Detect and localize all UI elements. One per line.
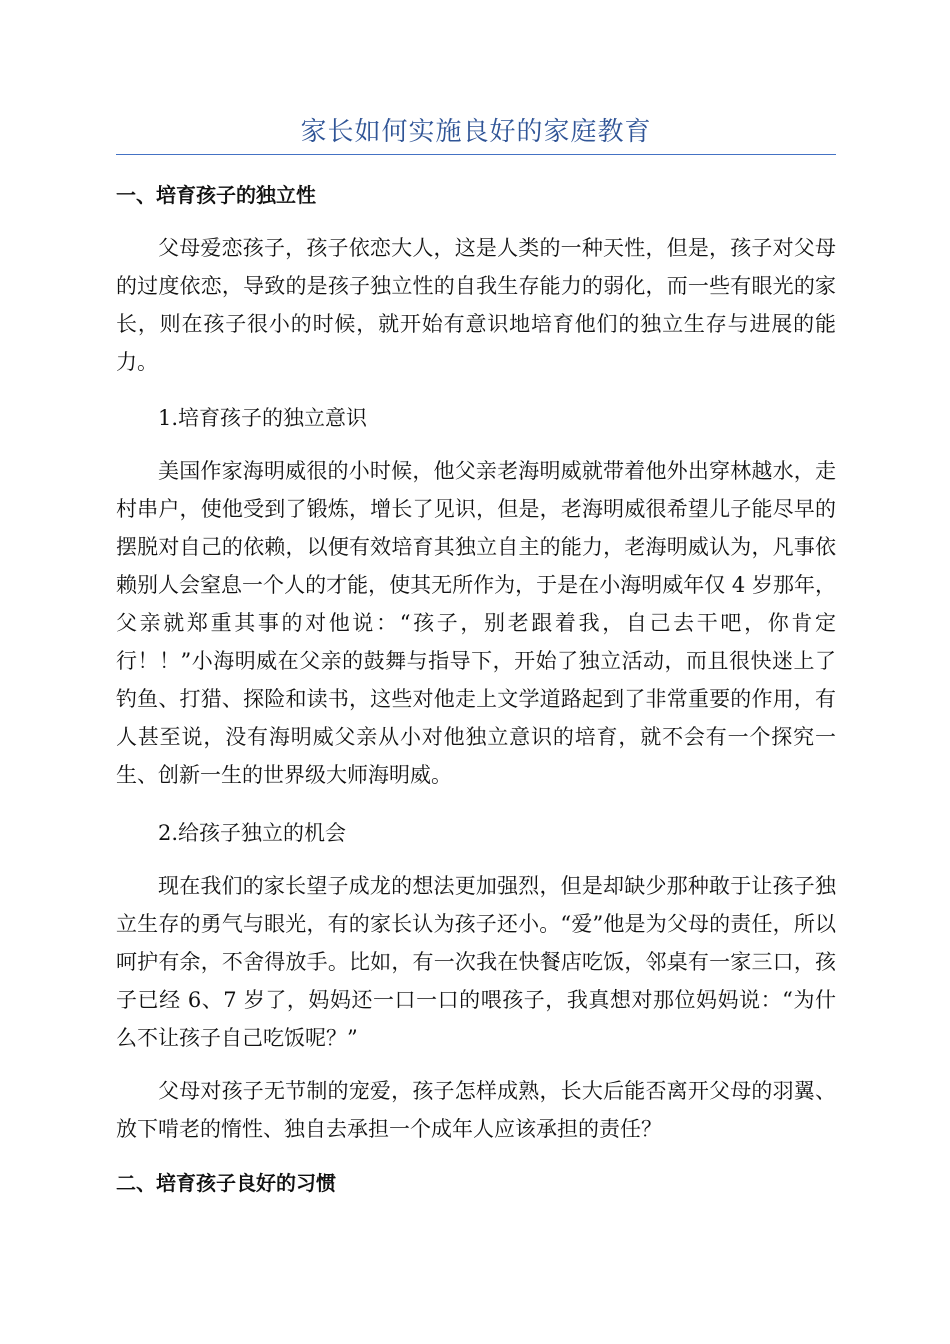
subsection-2-paragraph: 现在我们的家长望子成龙的想法更加强烈，但是却缺少那种敢于让孩子独立生存的勇气与眼光，有的家长认为孩子还小。“爱”他是为父母的责任，所以呵护有余，不舍得放手。比如，有一次我在快餐店吃饭，邻桌有一家三口，孩子已经 6、7 岁了，妈妈还一口一口的喂孩子，我真想对那位妈妈说：“为什么不让孩子自己吃饭呢？” bbox=[116, 874, 836, 1050]
section-1-intro-paragraph: 父母爱恋孩子，孩子依恋大人，这是人类的一种天性，但是，孩子对父母的过度依恋，导致的是孩子独立性的自我生存能力的弱化，而一些有眼光的家长，则在孩子很小的时候，就开始有意识地培育他们的独立生存与进展的能力。 bbox=[116, 236, 836, 374]
document-title: 家长如何实施良好的家庭教育 bbox=[300, 117, 652, 147]
subsection-heading-1: 1.培育孩子的独立意识 bbox=[158, 406, 368, 430]
subsection-1-paragraph: 美国作家海明威很的小时候，他父亲老海明威就带着他外出穿林越水，走村串户，使他受到了锻炼，增长了见识，但是，老海明威很希望儿子能尽早的摆脱对自己的依赖，以便有效培育其独立自主的能力，老海明威认为，凡事依赖别人会窒息一个人的才能，使其无所作为，于是在小海明威年仅 4 岁那年，父亲就郑重其事的对他说：“孩子，别老跟着我，自己去干吧，你肯定行！！”小海明威在父亲的鼓舞与指导下，开始了独立活动，而且很快迷上了钓鱼、打猎、探险和读书，这些对他走上文学道路起到了非常重要的作用，有人甚至说，没有海明威父亲从小对他独立意识的培育，就不会有一个探究一生、创新一生的世界级大师海明威。 bbox=[116, 459, 836, 787]
section-heading-1: 一、培育孩子的独立性 bbox=[116, 183, 316, 207]
title-underline bbox=[116, 154, 836, 155]
section-heading-2: 二、培育孩子良好的习惯 bbox=[116, 1171, 336, 1195]
subsection-2-paragraph-2: 父母对孩子无节制的宠爱，孩子怎样成熟，长大后能否离开父母的羽翼、放下啃老的惰性、独自去承担一个成年人应该承担的责任？ bbox=[116, 1079, 836, 1141]
subsection-heading-2: 2.给孩子独立的机会 bbox=[158, 821, 347, 845]
